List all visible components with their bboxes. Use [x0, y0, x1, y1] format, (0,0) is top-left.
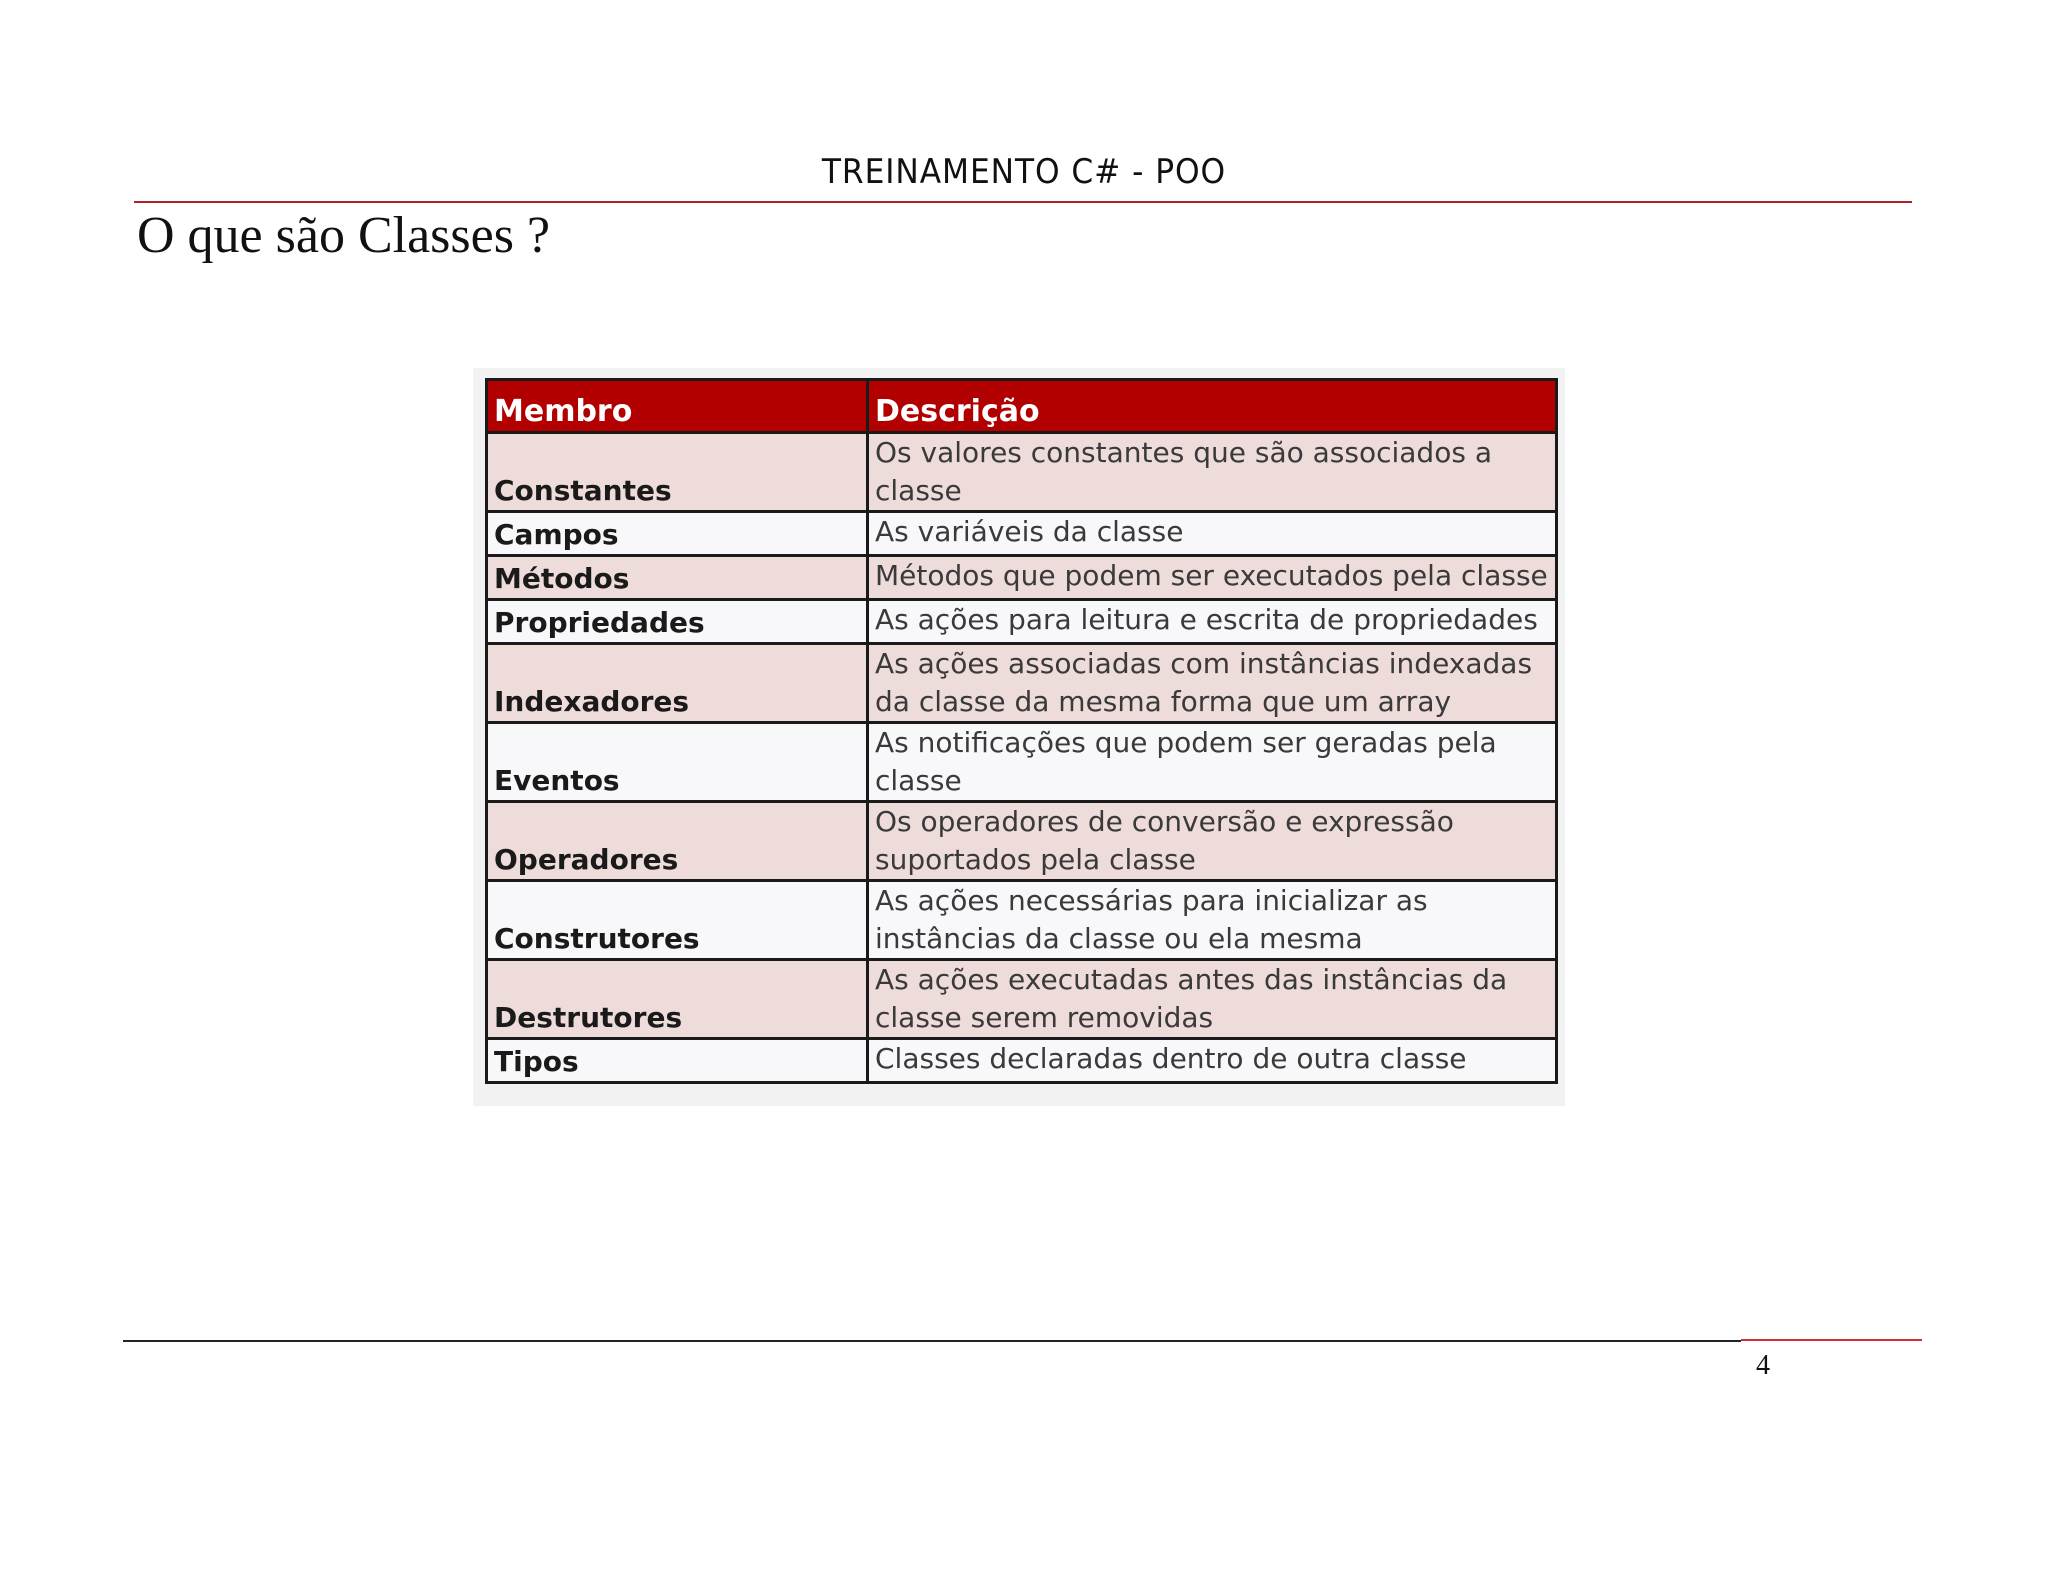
- description-cell: Os operadores de conversão e expressão suportados pela classe: [868, 802, 1557, 881]
- footer-divider-accent: [1741, 1339, 1922, 1341]
- description-cell: As variáveis da classe: [868, 512, 1557, 556]
- member-cell: Constantes: [487, 433, 868, 512]
- description-cell: Classes declaradas dentro de outra classe: [868, 1039, 1557, 1083]
- slide-title: O que são Classes ?: [137, 207, 551, 264]
- member-cell: Indexadores: [487, 644, 868, 723]
- column-header-description: Descrição: [868, 380, 1557, 433]
- member-cell: Eventos: [487, 723, 868, 802]
- description-cell: As ações associadas com instâncias indexadas da classe da mesma forma que um array: [868, 644, 1557, 723]
- header-title: TREINAMENTO C# - POO: [821, 152, 1227, 192]
- table-row: [487, 723, 1557, 802]
- member-cell: Construtores: [487, 881, 868, 960]
- header-divider: [134, 201, 1912, 203]
- table-row: [487, 512, 1557, 556]
- table-row: [487, 960, 1557, 1039]
- description-cell: As notificações que podem ser geradas pela classe: [868, 723, 1557, 802]
- footer-divider: [123, 1340, 1741, 1342]
- member-cell: Propriedades: [487, 600, 868, 644]
- members-table-figure: [473, 368, 1565, 1106]
- table-row: [487, 600, 1557, 644]
- member-cell: Campos: [487, 512, 868, 556]
- member-cell: Métodos: [487, 556, 868, 600]
- member-cell: Tipos: [487, 1039, 868, 1083]
- description-cell: As ações necessárias para inicializar as instâncias da classe ou ela mesma: [868, 881, 1557, 960]
- description-cell: Os valores constantes que são associados a classe: [868, 433, 1557, 512]
- description-cell: As ações executadas antes das instâncias da classe serem removidas: [868, 960, 1557, 1039]
- table-row: [487, 881, 1557, 960]
- member-cell: Destrutores: [487, 960, 868, 1039]
- table-row: [487, 433, 1557, 512]
- member-cell: Operadores: [487, 802, 868, 881]
- table-row: [487, 556, 1557, 600]
- page-number: 4: [1756, 1350, 1770, 1381]
- description-cell: Métodos que podem ser executados pela classe: [868, 556, 1557, 600]
- table-header-row: [487, 380, 1557, 433]
- members-table: [485, 378, 1558, 1084]
- table-row: [487, 802, 1557, 881]
- description-cell: As ações para leitura e escrita de propriedades: [868, 600, 1557, 644]
- column-header-member: Membro: [487, 380, 868, 433]
- table-row: [487, 644, 1557, 723]
- table-row: [487, 1039, 1557, 1083]
